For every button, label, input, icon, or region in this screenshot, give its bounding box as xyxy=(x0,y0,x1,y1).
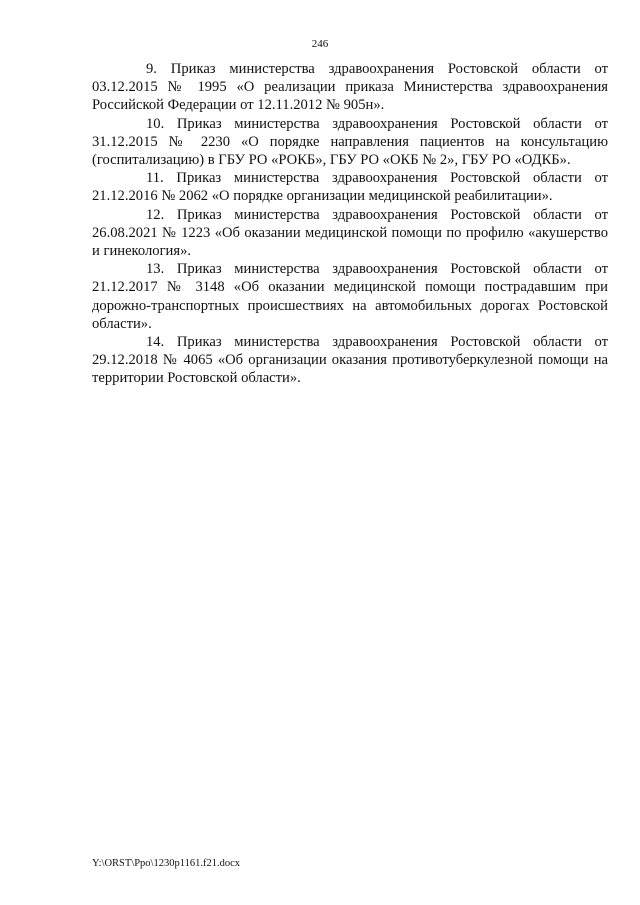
list-item: 10. Приказ министерства здравоохранения Ростовской области от 31.12.2015 № 2230 «О порядке направления пациентов на консультацию (госпитализацию) в ГБУ РО «РОКБ», ГБУ РО «ОКБ № 2», ГБУ РО «ОДКБ». xyxy=(92,115,608,169)
document-list xyxy=(92,60,608,388)
footer-file-path: Y:\ORST\Ppo\1230p1161.f21.docx xyxy=(92,858,240,869)
list-item: 12. Приказ министерства здравоохранения Ростовской области от 26.08.2021 № 1223 «Об оказании медицинской помощи по профилю «акушерство и гинекология». xyxy=(92,206,608,260)
list-item: 11. Приказ министерства здравоохранения Ростовской области от 21.12.2016 № 2062 «О порядке организации медицинской реабилитации». xyxy=(92,170,608,205)
list-item: 14. Приказ министерства здравоохранения Ростовской области от 29.12.2018 № 4065 «Об организации оказания противотуберкулезной помощи на территории Ростовской области». xyxy=(92,334,608,387)
list-item: 9. Приказ министерства здравоохранения Ростовской области от 03.12.2015 № 1995 «О реализации приказа Министерства здравоохранения Российской Федерации от 12.11.2012 № 905н». xyxy=(92,61,608,114)
list-item: 13. Приказ министерства здравоохранения Ростовской области от 21.12.2017 № 3148 «Об оказании медицинской помощи пострадавшим при дорожно-транспортных происшествиях на автомобильных дорогах Ростовской области». xyxy=(92,261,608,332)
page-number: 246 xyxy=(311,38,329,50)
